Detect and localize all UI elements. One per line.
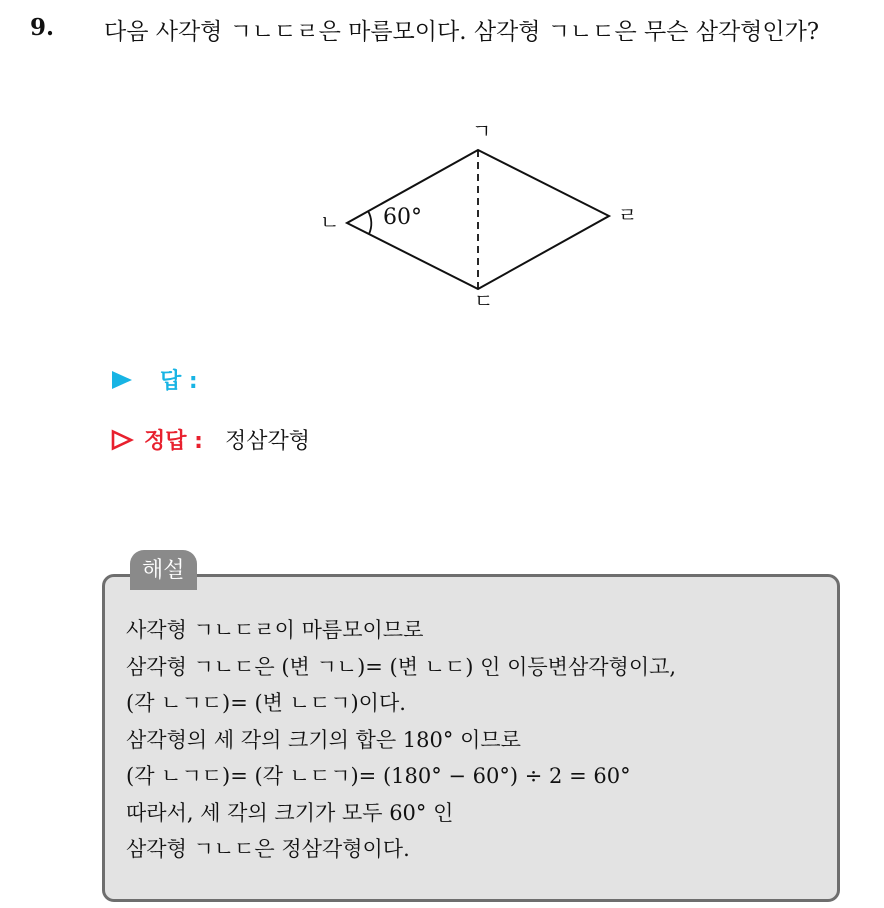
rhombus-figure xyxy=(0,0,884,340)
correct-answer-value: 정삼각형 xyxy=(224,429,310,454)
explanation-line: (각 ㄴㄱㄷ)= (변 ㄴㄷㄱ)이다. xyxy=(126,691,406,715)
explanation-line: 사각형 ㄱㄴㄷㄹ이 마름모이므로 xyxy=(126,618,424,642)
vertex-label-top: ㄱ xyxy=(472,119,492,143)
answer-row xyxy=(110,364,198,395)
explanation-line: 삼각형 ㄱㄴㄷ은 정삼각형이다. xyxy=(126,837,410,861)
vertex-label-bottom: ㄷ xyxy=(474,289,494,313)
angle-label: 60° xyxy=(383,205,422,230)
angle-arc xyxy=(368,211,371,234)
question-text: 다음 사각형 ㄱㄴㄷㄹ은 마름모이다. 삼각형 ㄱㄴㄷ은 무슨 삼각형인가? xyxy=(104,19,820,45)
vertex-label-left: ㄴ xyxy=(320,210,340,234)
answer-label: 답 : xyxy=(160,369,198,394)
question-number: 9. xyxy=(30,14,55,41)
vertex-label-right: ㄹ xyxy=(618,203,638,227)
explanation-line: 삼각형 ㄱㄴㄷ은 (변 ㄱㄴ)= (변 ㄴㄷ) 인 이등변삼각형이고, xyxy=(126,654,677,679)
correct-answer-row xyxy=(110,424,310,455)
play-triangle-icon xyxy=(110,368,134,392)
correct-answer-label: 정답 : xyxy=(144,429,203,454)
explanation-line: 삼각형의 세 각의 크기의 합은 180° 이므로 xyxy=(126,727,521,752)
explanation-tab: 해설 xyxy=(130,550,197,590)
outline-triangle-icon xyxy=(110,428,134,452)
explanation-body xyxy=(126,612,826,868)
explanation-line: 따라서, 세 각의 크기가 모두 60° 인 xyxy=(126,800,454,825)
explanation-line: (각 ㄴㄱㄷ)= (각 ㄴㄷㄱ)= (180° − 60°) ÷ 2 = 60° xyxy=(126,764,631,788)
